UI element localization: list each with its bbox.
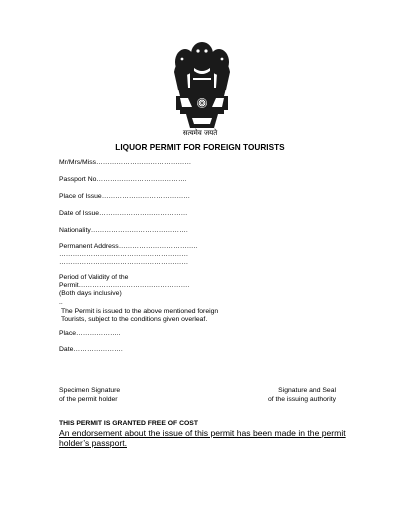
document-title: LIQUOR PERMIT FOR FOREIGN TOURISTS [115, 143, 285, 152]
free-of-cost-notice: THIS PERMIT IS GRANTED FREE OF COST [59, 420, 198, 427]
date-of-issue-field: Date of Issue………………………………… [59, 210, 188, 217]
endorsement-notice: An endorsement about the issue of this permit has been made in the permit holder’s passport. [59, 428, 346, 448]
date-field: Date…………………. [59, 346, 123, 353]
seal-label-line-2: of the issuing authority [267, 395, 336, 403]
permanent-address-field: Permanent Address…………………………….. [59, 243, 198, 250]
address-line-2: ………………………………………………… [59, 251, 189, 258]
place-field: Place……………….. [59, 330, 121, 337]
permit-holder-signature-block [59, 387, 120, 404]
nationality-field: Nationality……………………………………. [59, 227, 188, 234]
place-of-issue-field: Place of Issue………………………………… [59, 193, 191, 200]
validity-note: (Both days inclusive) [59, 290, 122, 297]
seal-label-line-1: Signature and Seal [278, 387, 336, 394]
national-emblem-icon [164, 38, 240, 130]
validity-label: Period of Validity of the [59, 274, 129, 281]
separator-dash: .. [59, 299, 63, 306]
condition-text-line-1: The Permit is issued to the above mentioned foreign [61, 308, 219, 315]
address-line-3: ………………………………………………… [59, 259, 189, 266]
validity-permit-field: Permit…………………………………………. [59, 282, 190, 289]
signature-label-line-1: Specimen Signature [59, 387, 121, 394]
emblem-motto: सत्यमेव जयते [182, 129, 218, 137]
passport-number-field: Passport No…………………………………. [59, 176, 187, 183]
signature-label-line-2: of the permit holder [59, 395, 118, 403]
name-field: Mr/Mrs/Miss…………………………………… [59, 159, 192, 166]
issuing-authority-signature-block [268, 387, 336, 404]
condition-text-line-2: Tourists, subject to the conditions given overleaf. [61, 316, 208, 323]
